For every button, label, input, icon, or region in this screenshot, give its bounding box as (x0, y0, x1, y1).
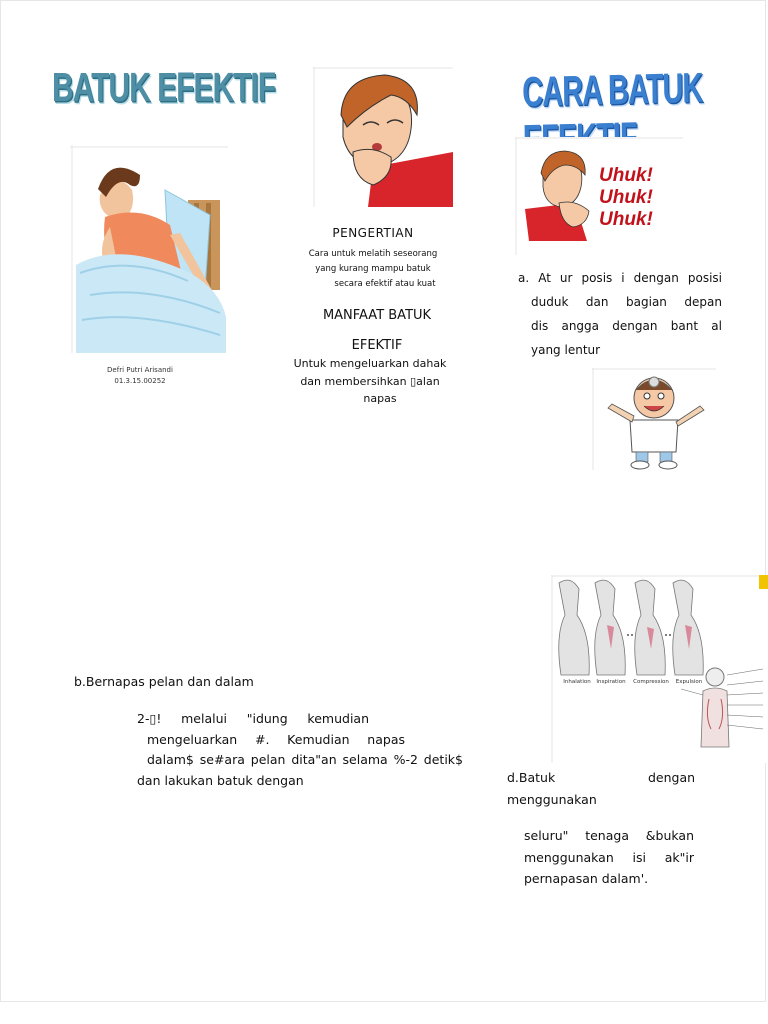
uhuk-text-3: Uhuk! (599, 209, 653, 230)
manfaat-heading-line-1: MANFAAT BATUK (322, 308, 432, 323)
manfaat-line-1: Untuk mengeluarkan dahak (293, 357, 447, 370)
title-cara-batuk-efektif: CARA BATUK (522, 65, 703, 117)
step-d-word-batuk: d.Batuk (507, 770, 556, 785)
author-id: 01.3.15.00252 (114, 377, 166, 385)
diagram-label-inhalation: Inhalation (563, 679, 591, 685)
coughing-man-illustration (313, 67, 453, 207)
step-d-line-2: menggunakan (507, 792, 597, 807)
step-b-line-3: dalam$ se#ara pelan dita"an selama %-2 detik$ (147, 752, 463, 767)
pengertian-line-1: Cara untuk melatih seseorang (308, 249, 438, 259)
step-d-line-3: seluru" tenaga &bukan (524, 828, 694, 843)
step-a-line-1: a. At ur posis i dengan posisi (518, 271, 722, 285)
step-d-line-4: menggunakan isi ak"ir (524, 850, 694, 865)
author-name: Defri Putri Arisandi (107, 366, 173, 374)
uhuk-text-2: Uhuk! (599, 187, 653, 208)
step-d-line-5: pernapasan dalam'. (524, 871, 649, 886)
manfaat-line-3: napas (363, 392, 397, 405)
step-a-line-3: dis angga dengan bant al (531, 319, 722, 333)
step-b-line-1: 2-▯! melalui "idung kemudian (137, 711, 369, 726)
coughing-man-icon (313, 67, 453, 207)
title-batuk-efektif: BATUK EFEKTIF (52, 66, 276, 111)
uhuk-cough-illustration (515, 137, 683, 255)
diagram-label-expulsion: Expulsion (675, 679, 703, 685)
pengertian-line-3: secara efektif atau kuat (334, 279, 436, 289)
step-d-word-dengan: dengan (648, 770, 696, 785)
pengertian-line-2: yang kurang mampu batuk (315, 264, 431, 274)
lungs-diagram-icon (551, 575, 768, 763)
cough-phases-diagram (551, 575, 768, 763)
step-b-line-2: mengeluarkan #. Kemudian napas (147, 732, 405, 747)
doctor-icon (592, 368, 716, 470)
doctor-cartoon-illustration (592, 368, 716, 470)
coughing-in-bed-illustration (70, 145, 228, 353)
uhuk-text-1: Uhuk! (599, 165, 653, 186)
step-a-line-4: yang lentur (531, 343, 601, 357)
manfaat-heading-line-2: EFEKTIF (351, 338, 403, 353)
diagram-label-compression: Compression (633, 679, 669, 685)
manfaat-line-2: dan membersihkan ▯alan (300, 375, 440, 388)
step-b-line-4: dan lakukan batuk dengan (137, 773, 304, 788)
diagram-label-inspiration: Inspiration (596, 679, 626, 685)
step-b-heading: b.Bernapas pelan dan dalam (74, 674, 254, 689)
pengertian-heading: PENGERTIAN (332, 226, 414, 240)
step-a-line-2: duduk dan bagian depan (531, 295, 722, 309)
bed-person-icon (70, 145, 228, 353)
